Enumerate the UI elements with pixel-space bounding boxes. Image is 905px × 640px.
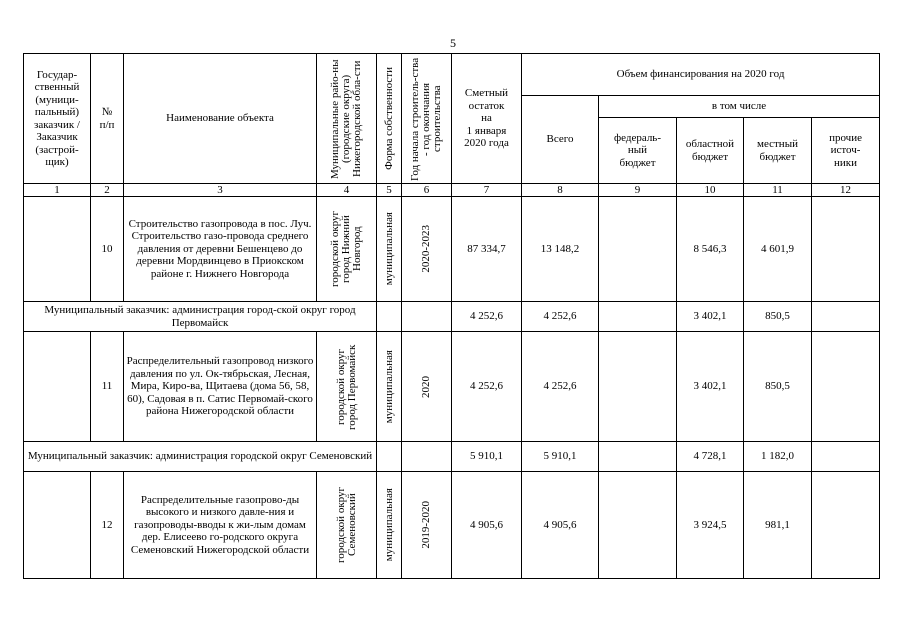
table-row: [24, 472, 880, 579]
header-municipal-districts: [317, 54, 377, 184]
row-number: 12: [91, 472, 124, 579]
estimate-value: 4 252,6: [452, 332, 522, 442]
column-number: 9: [599, 184, 677, 197]
other-value: [812, 197, 880, 302]
other-value: [812, 332, 880, 442]
header-years: [402, 54, 452, 184]
federal-value: [599, 442, 677, 472]
district-text: городской округ город Первомайск: [334, 343, 358, 430]
district-text: городской округ город Нижний Новгород: [329, 210, 363, 288]
header-estimate-remainder: [452, 54, 522, 184]
customer-row: [24, 442, 880, 472]
header-ownership: [377, 54, 402, 184]
column-number: 10: [677, 184, 744, 197]
header-years-text: Год начала строитель-ства - год окончания строительства: [409, 56, 443, 181]
header-federal-text: федераль- ный бюджет: [614, 131, 661, 169]
table-row: [24, 332, 880, 442]
regional-value: 3 402,1: [677, 332, 744, 442]
header-total: Всего: [522, 96, 599, 184]
object-name: Строительство газопровода в пос. Луч. Строительство газо-провода среднего давления от деревни Бешенцево до деревни Мордвинцево в Приокском районе г. Нижнего Новгорода: [124, 197, 317, 302]
column-number: 11: [744, 184, 812, 197]
header-local: [744, 118, 812, 184]
ownership-cell: [377, 472, 402, 579]
column-number: 6: [402, 184, 452, 197]
column-number: 12: [812, 184, 880, 197]
header-other-text: прочие источ- ники: [829, 131, 862, 169]
customer-label: Муниципальный заказчик: администрация город-ской округ город Первомайск: [24, 302, 377, 332]
federal-value: [599, 472, 677, 579]
header-estimate-remainder-text: Сметный остаток на 1 января 2020 года: [464, 87, 509, 150]
federal-value: [599, 302, 677, 332]
header-num-text: № п/п: [99, 106, 115, 131]
financing-table: [23, 53, 880, 579]
ownership-text: муниципальная: [382, 349, 395, 424]
district-cell: [317, 332, 377, 442]
regional-value: 3 402,1: [677, 302, 744, 332]
ownership-text: муниципальная: [382, 488, 395, 562]
regional-value: 4 728,1: [677, 442, 744, 472]
years-cell: [402, 472, 452, 579]
header-customer: [24, 54, 91, 184]
column-number: 5: [377, 184, 402, 197]
district-text: городской округ Семеновский: [334, 486, 358, 564]
years-cell: [402, 302, 452, 332]
column-numbers-row: [24, 184, 880, 197]
object-name: Распределительные газопрово-ды высокого и низкого давле-ния и газопроводы-вводы к жи-лым домам дер. Елисеево го-родского округа Семеновский Нижегородской области: [124, 472, 317, 579]
row-number: 10: [91, 197, 124, 302]
object-name: Распределительный газопровод низкого давления по ул. Ок-тябрьская, Лесная, Мира, Киро-ва, Щитаева (дома 56, 58, 60), Садовая в п. Сатис Первомай-ского района Нижегородской области: [124, 332, 317, 442]
customer-cell: [24, 197, 91, 302]
ownership-cell: [377, 332, 402, 442]
local-value: 850,5: [744, 332, 812, 442]
regional-value: 8 546,3: [677, 197, 744, 302]
local-value: 4 601,9: [744, 197, 812, 302]
years-text: 2020-2023: [420, 225, 432, 273]
column-number: 8: [522, 184, 599, 197]
years-cell: [402, 442, 452, 472]
header-financing-volume: Объем финансирования на 2020 год: [522, 54, 880, 96]
row-number: 11: [91, 332, 124, 442]
table-row: [24, 197, 880, 302]
total-value: 4 905,6: [522, 472, 599, 579]
other-value: [812, 472, 880, 579]
ownership-cell: [377, 442, 402, 472]
header-municipal-districts-text: Муниципальные райо-ны (городские округа) Нижегородской обла-сти: [329, 58, 363, 179]
column-number: 1: [24, 184, 91, 197]
local-value: 1 182,0: [744, 442, 812, 472]
header-local-text: местный бюджет: [757, 138, 798, 163]
federal-value: [599, 332, 677, 442]
header-num: [91, 54, 124, 184]
header-ownership-text: Форма собственности: [382, 67, 395, 170]
customer-label: Муниципальный заказчик: администрация городской округ Семеновский: [24, 442, 377, 472]
customer-row: [24, 302, 880, 332]
column-number: 4: [317, 184, 377, 197]
total-value: 4 252,6: [522, 302, 599, 332]
page-number: 5: [450, 36, 456, 50]
total-value: 4 252,6: [522, 332, 599, 442]
header-customer-text: Государ- ственный (муници- пальный) заказчик / Заказчик (застрой- щик): [34, 68, 80, 168]
total-value: 5 910,1: [522, 442, 599, 472]
other-value: [812, 302, 880, 332]
total-value: 13 148,2: [522, 197, 599, 302]
estimate-value: 5 910,1: [452, 442, 522, 472]
ownership-text: муниципальная: [382, 212, 395, 286]
regional-value: 3 924,5: [677, 472, 744, 579]
ownership-cell: [377, 302, 402, 332]
local-value: 981,1: [744, 472, 812, 579]
years-cell: [402, 197, 452, 302]
header-regional-text: областной бюджет: [685, 138, 735, 163]
estimate-value: 87 334,7: [452, 197, 522, 302]
years-text: 2020: [420, 375, 432, 398]
years-text: 2019-2020: [420, 501, 432, 549]
customer-cell: [24, 472, 91, 579]
federal-value: [599, 197, 677, 302]
years-cell: [402, 332, 452, 442]
ownership-cell: [377, 197, 402, 302]
column-number: 7: [452, 184, 522, 197]
header-row-1: [24, 54, 880, 96]
local-value: 850,5: [744, 302, 812, 332]
district-cell: [317, 197, 377, 302]
header-object-name: Наименование объекта: [124, 54, 317, 184]
estimate-value: 4 252,6: [452, 302, 522, 332]
header-federal: [599, 118, 677, 184]
header-other: [812, 118, 880, 184]
other-value: [812, 442, 880, 472]
district-cell: [317, 472, 377, 579]
estimate-value: 4 905,6: [452, 472, 522, 579]
header-regional: [677, 118, 744, 184]
column-number: 3: [124, 184, 317, 197]
header-including: в том числе: [599, 96, 880, 118]
column-number: 2: [91, 184, 124, 197]
customer-cell: [24, 332, 91, 442]
